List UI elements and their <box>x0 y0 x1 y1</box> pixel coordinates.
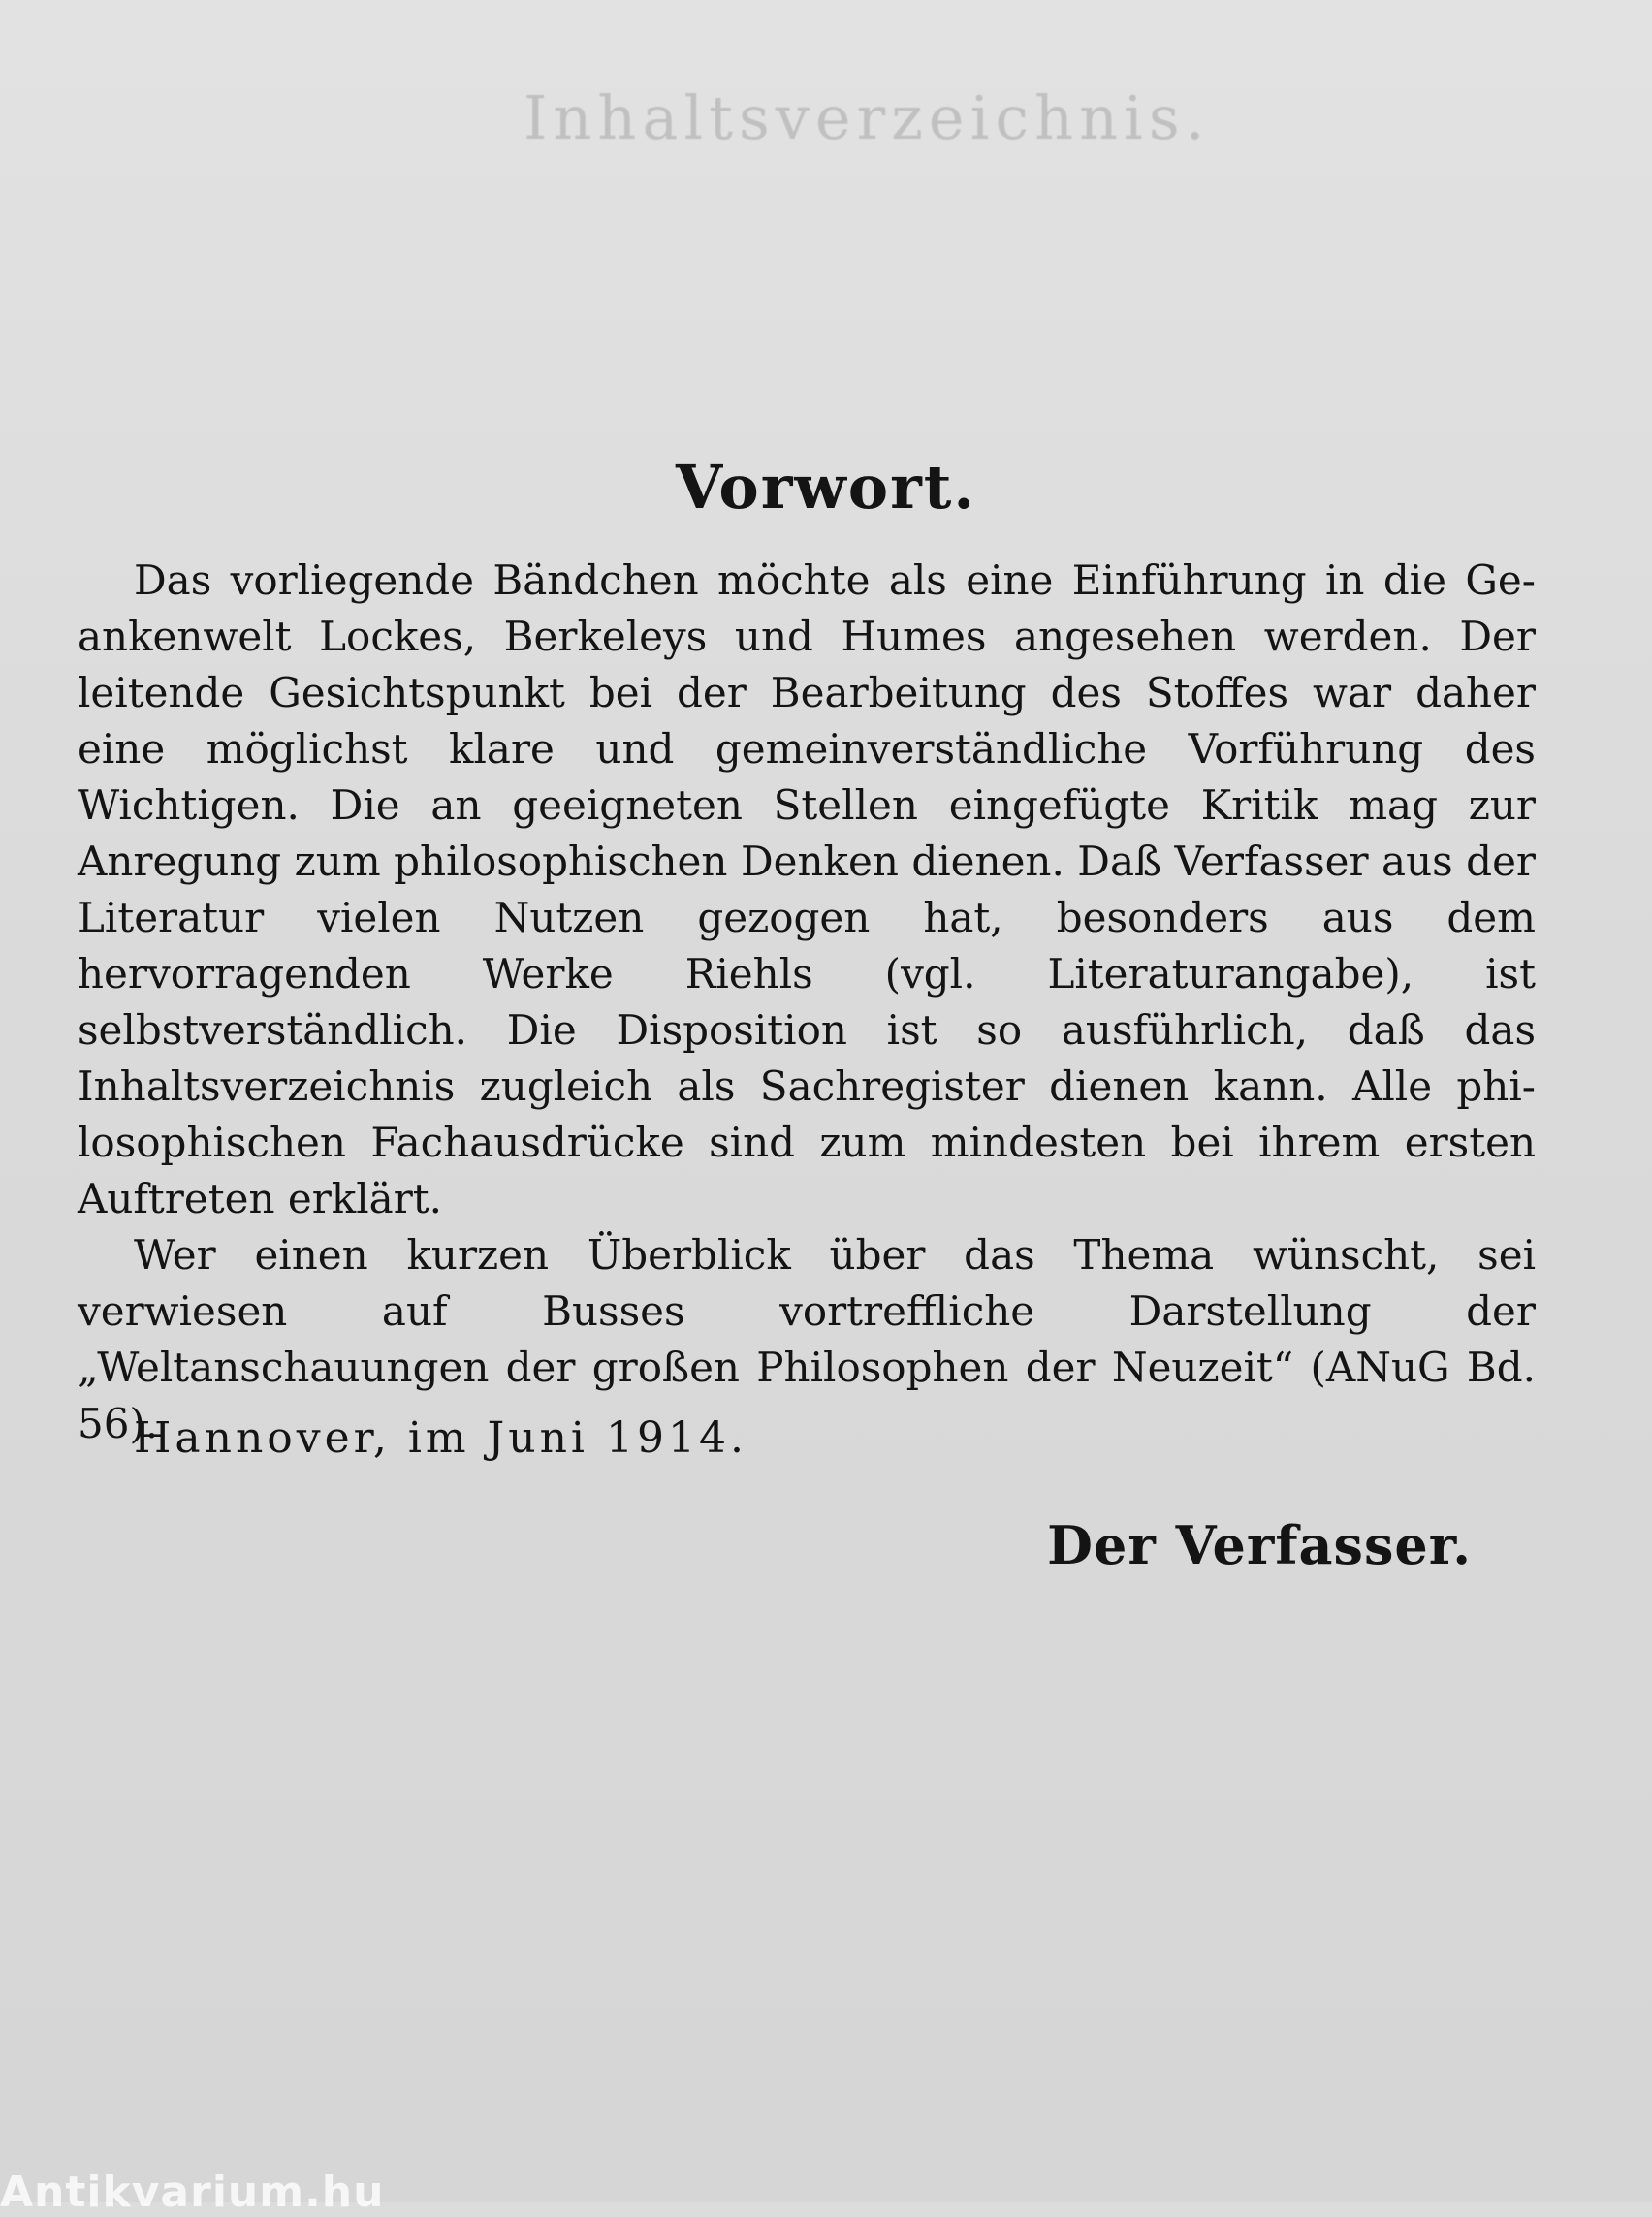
bleed-through-title: Inhaltsverzeichnis. <box>524 82 1211 153</box>
place-and-date: Hannover, im Juni 1914. <box>134 1413 747 1463</box>
preface-body <box>78 553 1536 1452</box>
watermark: Antikvarium.hu <box>0 2168 385 2217</box>
page-heading: Vorwort. <box>675 452 977 523</box>
author-signature: Der Verfasser. <box>1047 1514 1472 1576</box>
preface-paragraph-1: Das vorliegende Bändchen möchte als eine Einführung in die Geankenwelt Lockes, Berkeleys und Humes angesehen werden. Der leitende Gesichtspunkt bei der Bearbeitung des Stoffes war daher eine möglichst klare und gemeinverständliche Vorführung des Wichtigen. Die an geeigneten Stellen eingefügte Kritik mag zur Anregung zum philosophischen Denken dienen. Daß Verfasser aus der Literatur vielen Nutzen gezogen hat, besonders aus dem hervorragenden Werke Riehls (vgl. Literaturangabe), ist selbstverständlich. Die Disposition ist so ausführlich, daß das Inhaltsverzeichnis zugleich als Sachregister dienen kann. Alle philosophischen Fachausdrücke sind zum mindesten bei ihrem ersten Auftreten erklärt. <box>78 556 1536 1222</box>
preface-paragraph-2: Wer einen kurzen Überblick über das Thema wünscht, sei verwiesen auf Busses vortreffliche Darstellung der „Weltanschauungen der großen Philosophen der Neuzeit“ (ANuG Bd. 56). <box>78 1231 1536 1447</box>
